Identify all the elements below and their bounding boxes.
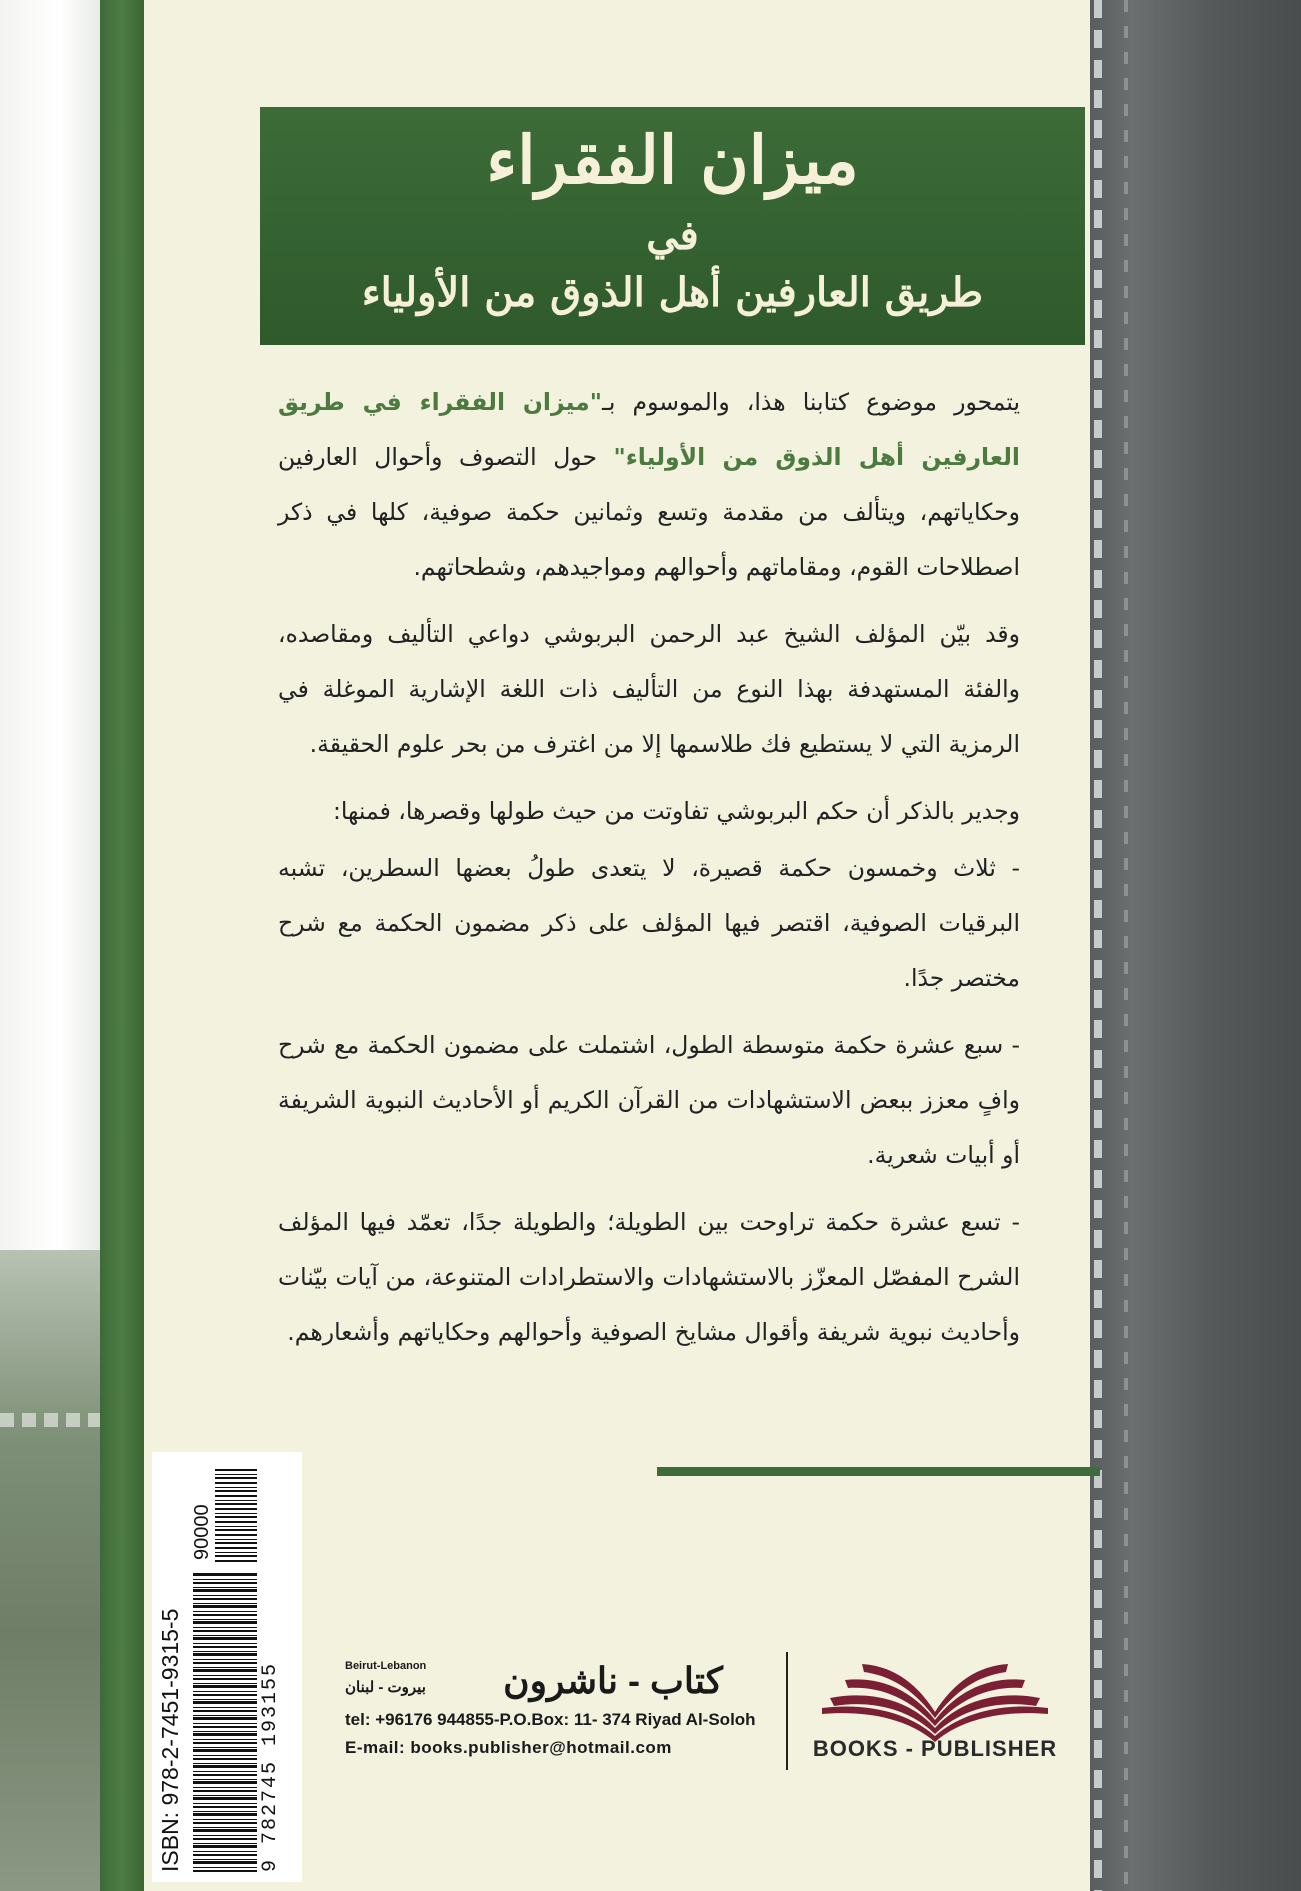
publisher-email: E-mail: books.publisher@hotmail.com [345,1738,672,1757]
barcode-digits: 9 782745 193155 [259,1661,282,1872]
blurb-text [278,375,1020,1372]
title-connector: في [646,212,699,259]
list-item-long: - تسع عشرة حكمة تراوحت بين الطويلة؛ والطويلة جدًا، تعمّد فيها المؤلف الشرح المفصّل المعزّز بالاستشهادات والاستطرادات المتنوعة، من آيات بيّنات وأحاديث نبوية شريفة وأقوال مشايخ الصوفية وأحوالهم وحكاياتهم وأشعارهم. [278,1208,1020,1346]
paragraph-text: حول التصوف وأحوال العارفين وحكاياتهم، ويتألف من مقدمة وتسع وثمانين حكمة صوفية، كلها في ذكر اصطلاحات القوم، ومقاماتهم وأحوالهم ومواجيدهم، وشطحاتهم. [278,443,1020,581]
title-panel [260,107,1085,345]
green-border-band [100,0,144,1891]
book-subtitle: طريق العارفين أهل الذوق من الأولياء [361,269,984,316]
paragraph-1 [278,375,1020,595]
location-en: Beirut-Lebanon [345,1660,427,1672]
paragraph-2: وقد بيّن المؤلف الشيخ عبد الرحمن البربوشي دواعي التأليف ومقاصده، والفئة المستهدفة بهذا النوع من التأليف ذات اللغة الإشارية الموغلة في الرمزية التي لا يستطيع فك طلاسمها إلا من اغترف من بحر علوم الحقيقة. [278,620,1020,758]
book-title: ميزان الفقراء [486,121,859,199]
list-item-medium: - سبع عشرة حكمة متوسطة الطول، اشتملت على مضمون الحكمة مع شرح وافٍ معزز ببعض الاستشهادات من القرآن الكريم أو الأحاديث النبوية الشريفة أو أبيات شعرية. [278,1031,1020,1169]
barcode-addon-bars [215,1467,257,1562]
paragraph-text: يتمحور موضوع كتابنا هذا، والموسوم بـ [601,388,1020,416]
spine-stitching [1094,0,1102,1891]
publisher-phone: tel: +96176 944855-P.O.Box: 11- 374 Riyad Al-Soloh [345,1710,756,1729]
book-spine [1090,0,1301,1891]
barcode [157,1462,297,1872]
publisher-separator [786,1652,788,1770]
barcode-addon: 90000 [191,1504,213,1560]
paragraph-3: وجدير بالذكر أن حكم البربوشي تفاوتت من حيث طولها وقصرها، فمنها: [332,797,1020,825]
list-item-short: - ثلاث وخمسون حكمة قصيرة، لا يتعدى طولُ بعضها السطرين، تشبه البرقيات الصوفية، اقتصر فيها المؤلف على ذكر مضمون الحكمة مع شرح مختصر جدًا. [278,854,1020,992]
publisher-name-ar: كتاب - ناشرون [503,1660,723,1701]
title-highlight: "ميزان الفقراء في طريق العارفين أهل الذوق من الأولياء" [278,388,1020,471]
isbn-label: ISBN: 978-2-7451-9315-5 [157,1608,183,1872]
barcode-bars [193,1572,257,1872]
location-ar: بيروت - لبنان [345,1679,426,1696]
publisher-logo-label: BOOKS - PUBLISHER [812,1736,1058,1761]
divider-bar [657,1467,1100,1476]
spine-stitching-inner [1124,0,1128,1891]
